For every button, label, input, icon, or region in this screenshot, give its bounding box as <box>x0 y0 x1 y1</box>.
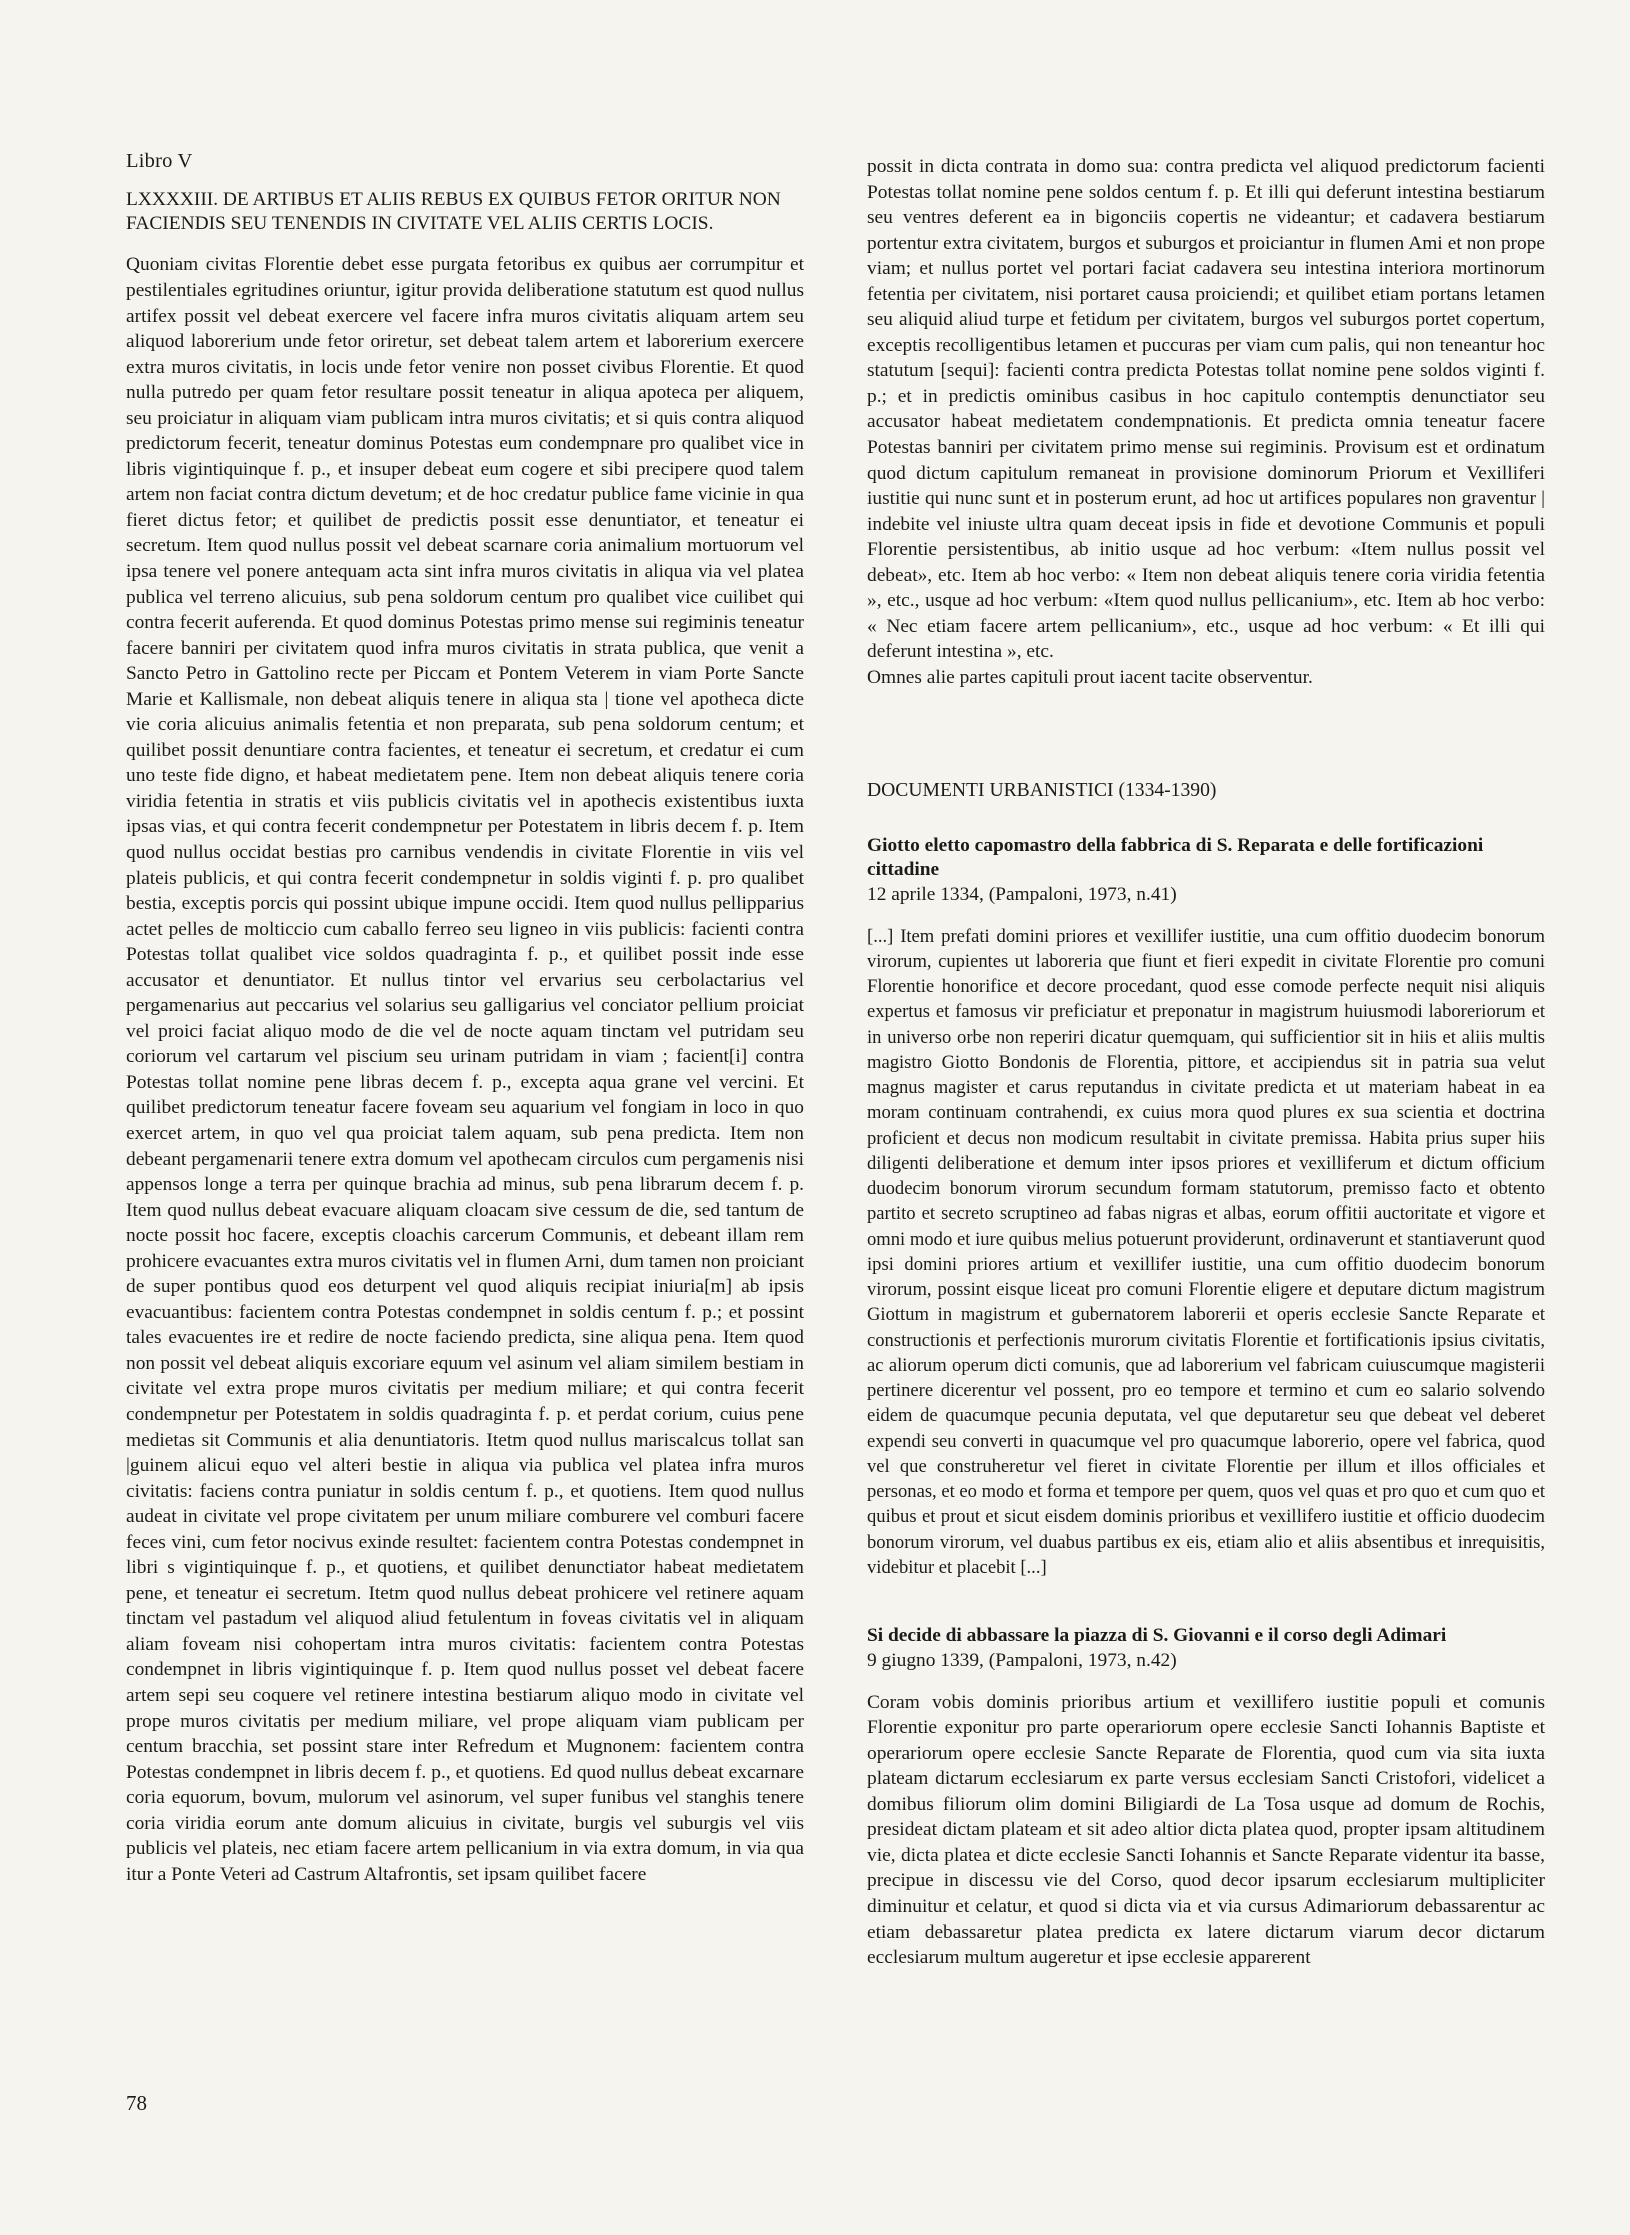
document-1-date: 12 aprile 1334, (Pampaloni, 1973, n.41) <box>867 884 1177 906</box>
document-2-text: Coram vobis dominis prioribus artium et vexillifero iustitie populi et comunis Florentie exponitur pro parte operariorum opere ecclesie Sancti Iohannis Baptiste et operariorum opere ecclesie Sancte Reparate de Florentia, quod cum via sita iuxta plateam dictarum ecclesiarum ex parte versus ecclesiam Sancti Cristofori, videlicet a domibus filiorum olim domini Biligiardi de La Tosa usque ad domum de Rochis, presideat dictam plateam et sit adeo altior dicta platea quod, propter ipsam altitudinem vie, dicta platea et dicte ecclesie Sancti Iohannis et Sancte Reparate videntur ita basse, precipue in discessu vie del Corso, quod decor ipsarum ecclesiarum multipliciter diminuitur et celatur, et quod si dicta via et via cursus Adimariorum debassarentur ac etiam debassaretur platea predicta ex latere dictarum viarum decor dictarum ecclesiarum multum augeretur et ipse ecclesie apparerent <box>867 1691 1545 1969</box>
document-1-title: Giotto eletto capomastro della fabbrica di S. Reparata e delle fortificazioni cittadine <box>867 835 1484 881</box>
document-2-title: Si decide di abbassare la piazza di S. Giovanni e il corso degli Adimari <box>867 1625 1447 1647</box>
document-1-text: [...] Item prefati domini priores et vexillifer iustitie, una cum offitio duodecim bonorum virorum, cupientes ut laboreria que fiunt et fieri expedit in civitate Florentie pro comuni Florentie honorifice et decore procedant, quod esse comode perfecte nequit nisi aliquis expertus et famosus vir preficiatur et preponatur in magistrum huiusmodi laboreriorum et in universo orbe non reperiri dicatur quemquam, qui sufficientior sit in hiis et aliis multis magistro Giotto Bondonis de Florentia, pittore, et accipiendus sit in patria sua velut magnus magister et carus reputandus in civitate predicta et ut materiam habeat in ea moram continuam contrahendi, ex cuius mora quod plures ex sua scientia et doctrina proficient et decus non modicum resultabit in civitate premissa. Habita prius super hiis diligenti deliberatione et demum inter ipsos priores et vexilliferum et dictum officium duodecim bonorum virorum secundum formam statutorum, premisso facto et obtento partito et secreto scruptineo ad fabas nigras et albas, eorum offitii auctoritate et vigore et omni modo et iure quibus melius potuerunt providerunt, ordinaverunt et stantiaverunt quod ipsi domini priores artium et vexillifer iustitie, una cum offitio duodecim bonorum virorum, possint eisque liceat pro comuni Florentie eligere et deputare dictum magistrum Giottum in magistrum et gubernatorem laborerii et operis ecclesie Sancte Reparate et constructionis et perfectionis murorum civitatis Florentie et fortificationis ipsius civitatis, ac aliorum operum dicti comunis, que ad laborerium vel fabricam cuiuscumque magisterii pertinere dicerentur vel possent, pro eo tempore et termino et cum eo salario solvendo eidem de quacumque pecunia deputata, vel que deputaretur seu que debeat vel deberet expendi seu converti in quacumque vel pro quacumque laborerio, opere vel fabrica, quod vel que construheretur vel fieret in civitate Florentie per illum et illos officiales et personas, et eo modo et forma et tempore per quem, quos vel quas et pro quo et cum quo et quibus et prout et sicut eisdem dominis prioribus et vexillifero iustitie et officio duodecim bonorum virorum, vel duabus partibus ex eis, etiam alio et aliis absentibus et inrequisitis, videbitur et placebit [...] <box>867 925 1545 1578</box>
running-header: Libro V <box>126 150 193 172</box>
page-number: 78 <box>126 2091 147 2115</box>
chapter-closing: Omnes alie partes capituli prout iacent tacite observentur. <box>867 666 1313 688</box>
section-title: DOCUMENTI URBANISTICI (1334-1390) <box>867 780 1217 802</box>
chapter-title: LXXXXIII. DE ARTIBUS ET ALIIS REBUS EX QUIBUS FETOR ORITUR NON FACIENDIS SEU TENENDIS IN CIVITATE VEL ALIIS CERTIS LOCIS. <box>126 189 781 235</box>
document-2-date: 9 giugno 1339, (Pampaloni, 1973, n.42) <box>867 1650 1177 1672</box>
right-column <box>867 154 1545 1971</box>
left-column <box>126 188 804 1887</box>
chapter-continuation: possit in dicta contrata in domo sua: contra predicta vel aliquod predictorum facienti Potestas tollat nomine pene soldos centum f. p. Et illi qui deferunt intestina bestiarum seu ventres deferent ea in bigonciis copertis ne videantur; et cadavera bestiarum portentur extra civitatem, burgos et suburgos et proiciantur in flumen Ami et non prope viam; et nullus portet vel portari faciat cadavera seu intestina interiora mortinorum fetentia per civitatem, nisi portaret causa proiciendi; et quilibet etiam portans letamen seu aliquid aliud turpe et fetidum per civitatem, burgos vel suburgos portet copertum, exceptis recolligentibus letamen et puccuras per viam cum palis, qui non teneantur hoc statutum [sequi]: facienti contra predicta Potestas tollat nomine pene soldos viginti f. p.; et in predictis ominibus casibus in hoc capitulo contemptis denunctiator seu accusator habeat medietatem condempnationis. Et predicta omnia teneatur facere Potestas banniri per civitatem primo mense sui regiminis. Provisum est et ordinatum quod dictum capitulum remaneat in provisione dominorum Priorum et Vexilliferi iustitie qui nunc sunt et in posterum erunt, ad hoc ut artifices populares non graventur | indebite vel iniuste ultra quam deceat ipsis in fide et devotione Communis et populi Florentie persistentibus, ab initio usque ad hoc verbum: «Item nullus possit vel debeat», etc. Item ab hoc verbo: « Item non debeat aliquis tenere coria viridia fetentia », etc., usque ad hoc verbum: «Item quod nullus pellicanium», etc. Item ab hoc verbo: « Nec etiam facere artem pellicanium», etc., usque ad hoc verbum: « Et illi qui deferunt intestina », etc. <box>867 156 1545 663</box>
chapter-body: Quoniam civitas Florentie debet esse purgata fetoribus ex quibus aer corrumpitur et pestilentiales egritudines oriuntur, igitur provida deliberatione statutum est quod nullus artifex possit vel debeat exercere vel facere infra muros civitatis aliquam artem seu aliquod laborerium unde fetor oriretur, set debeat talem artem et laborerium exercere extra muros civitatis, in locis unde fetor venire non posset civibus Florentie. Et quod nulla putredo per quam fetor resultare possit teneatur in aliqua apoteca per aliquem, seu proiciatur in aliquam viam publicam intra muros civitatis; et si quis contra aliquod predictorum fecerit, teneatur dominus Potestas eum condempnare pro qualibet vice in libris vigintiquinque f. p., et insuper debeat eum cogere et sibi precipere quod talem artem non faciat contra dictum devetum; et de hoc credatur publice fame vicinie in qua fieret dictus fetor; et quilibet de predictis possit esse denuntiator, et teneatur ei secretum. Item quod nullus possit vel debeat scarnare coria animalium mortuorum vel ipsa tenere vel ponere antequam acta sint infra muros civitatis in aliqua via vel platea publica vel terreno alicuius, sub pena soldorum centum pro qualibet vice cuilibet qui contra fecerit auferenda. Et quod dominus Potestas primo mense sui regiminis teneatur facere banniri per civitatem quod infra muros civitatis in strata publica, que venit a Sancto Petro in Gattolino recte per Piccam et Pontem Veterem in viam Porte Sancte Marie et Kallismale, non debeat aliquis tenere in aliqua sta | tione vel apotheca dicte vie coria alicuius animalis fetentia et non preparata, sub pena soldorum centum; et quilibet possit denuntiare contra facientes, et teneatur ei secretum, et credatur ei cum uno teste fide digno, et habeat medietatem pene. Item non debeat aliquis tenere coria viridia fetentia in stratis et viis publicis civitatis vel in apothecis existentibus iuxta ipsas vias, et qui contra fecerit condempnetur per Potestatem in libris decem f. p. Item quod nullus occidat bestias pro carnibus vendendis in civitate Florentie in viis vel plateis publicis, et qui contra fecerit condempnetur in soldis viginti f. p. pro qualibet bestia, exceptis porcis qui possint ubique impune occidi. Item quod nullus pellipparius actet pelles de molticcio cum caballo ferreo seu ligneo in viis publicis: facienti contra Potestas tollat qualibet vice soldos quadraginta f. p., et quilibet possit inde esse accusator et denuntiator. Et nullus tintor vel ervarius seu cerbolactarius vel pergamenarius aut peccarius vel solarius seu galligarius vel conciator pellium proiciat vel proici faciat aliquo modo de die vel de nocte aquam tinctam vel putridam seu coriorum vel cartarum vel piscium seu urinam putridam in viam ; facient[i] contra Potestas tollat nomine pene libras decem f. p., excepta aqua grane vel vercini. Et quilibet predictorum teneatur facere foveam seu aquarium vel fongiam in loco in quo exercet artem, in quo vel qua proiciat talem aquam, sub pena predicta. Item non debeant pergamenarii tenere extra domum vel apothecam circulos cum pergamenis nisi appensos longe a terra per quinque brachia ad minus, sub pena librarum decem f. p. Item quod nullus debeat evacuare aliquam cloacam sive cessum de die, sed tantum de nocte possit hoc facere, exceptis cloachis carcerum Communis, et debeant illam rem prohicere evacuantes extra muros civitatis vel in flumen Arni, dum tamen non proiciant de super pontibus quod eos deturpent vel quod aliquis recipiat iniuria[m] ab ipsis evacuantibus: facientem contra Potestas condempnet in soldis centum f. p.; et possint tales evacuentes ire et redire de nocte faciendo predicta, sine aliqua pena. Item quod non possit vel debeat aliquis excoriare equum vel asinum vel aliam similem bestiam in civitate vel extra prope muros civitatis per medium miliare; et qui contra fecerit condempnetur per Potestatem in soldis quadraginta f. p. et perdat corium, cuius pene medietas sit Communis et alia denuntiatoris. Itetm quod nullus mariscalcus tollat san |guinem alicui equo vel alteri bestie in aliqua via publica vel platea infra muros civitatis: faciens contra puniatur in soldis centum f. p., et quotiens. Item quod nullus audeat in civitate vel prope civitatem per unum miliare comburere vel comburi facere feces vini, cum fetor nocivus exinde resultet: facientem contra Potestas condempnet in libri s vigintiquinque f. p., et quotiens, et quilibet denunctiator habeat medietatem pene, et teneatur ei secretum. Itetm quod nullus debeat prohicere vel retinere aquam tinctam vel pastadum vel aliquod aliud fetulentum in foveas civitatis vel in aliquam aliam foveam nisi cohopertam intra muros civitatis: facientem contra Potestas condempnet in libris vigintiquinque f. p. Item quod nullus posset vel debeat facere artem sepi seu coquere vel retinere intestina bestiarum aliquo modo in civitate vel prope muros civitatis per medium miliare, vel prope aliquam viam publicam per centum bracchia, set possint stare inter Refredum et Mugnonem: facientem contra Potestas condempnet in libris decem f. p., et quotiens. Ed quod nullus debeat excarnare coria equorum, bovum, mulorum vel asinorum, vel super funibus vel stanghis tenere coria viridia eorum ante domum alicuius in civitate, burgis vel suburgis vel viis publicis vel plateis, nec etiam facere artem pellicanium in via extra domum, in via qua itur a Ponte Veteri ad Castrum Altafrontis, set ipsam quilibet facere <box>126 254 804 1885</box>
